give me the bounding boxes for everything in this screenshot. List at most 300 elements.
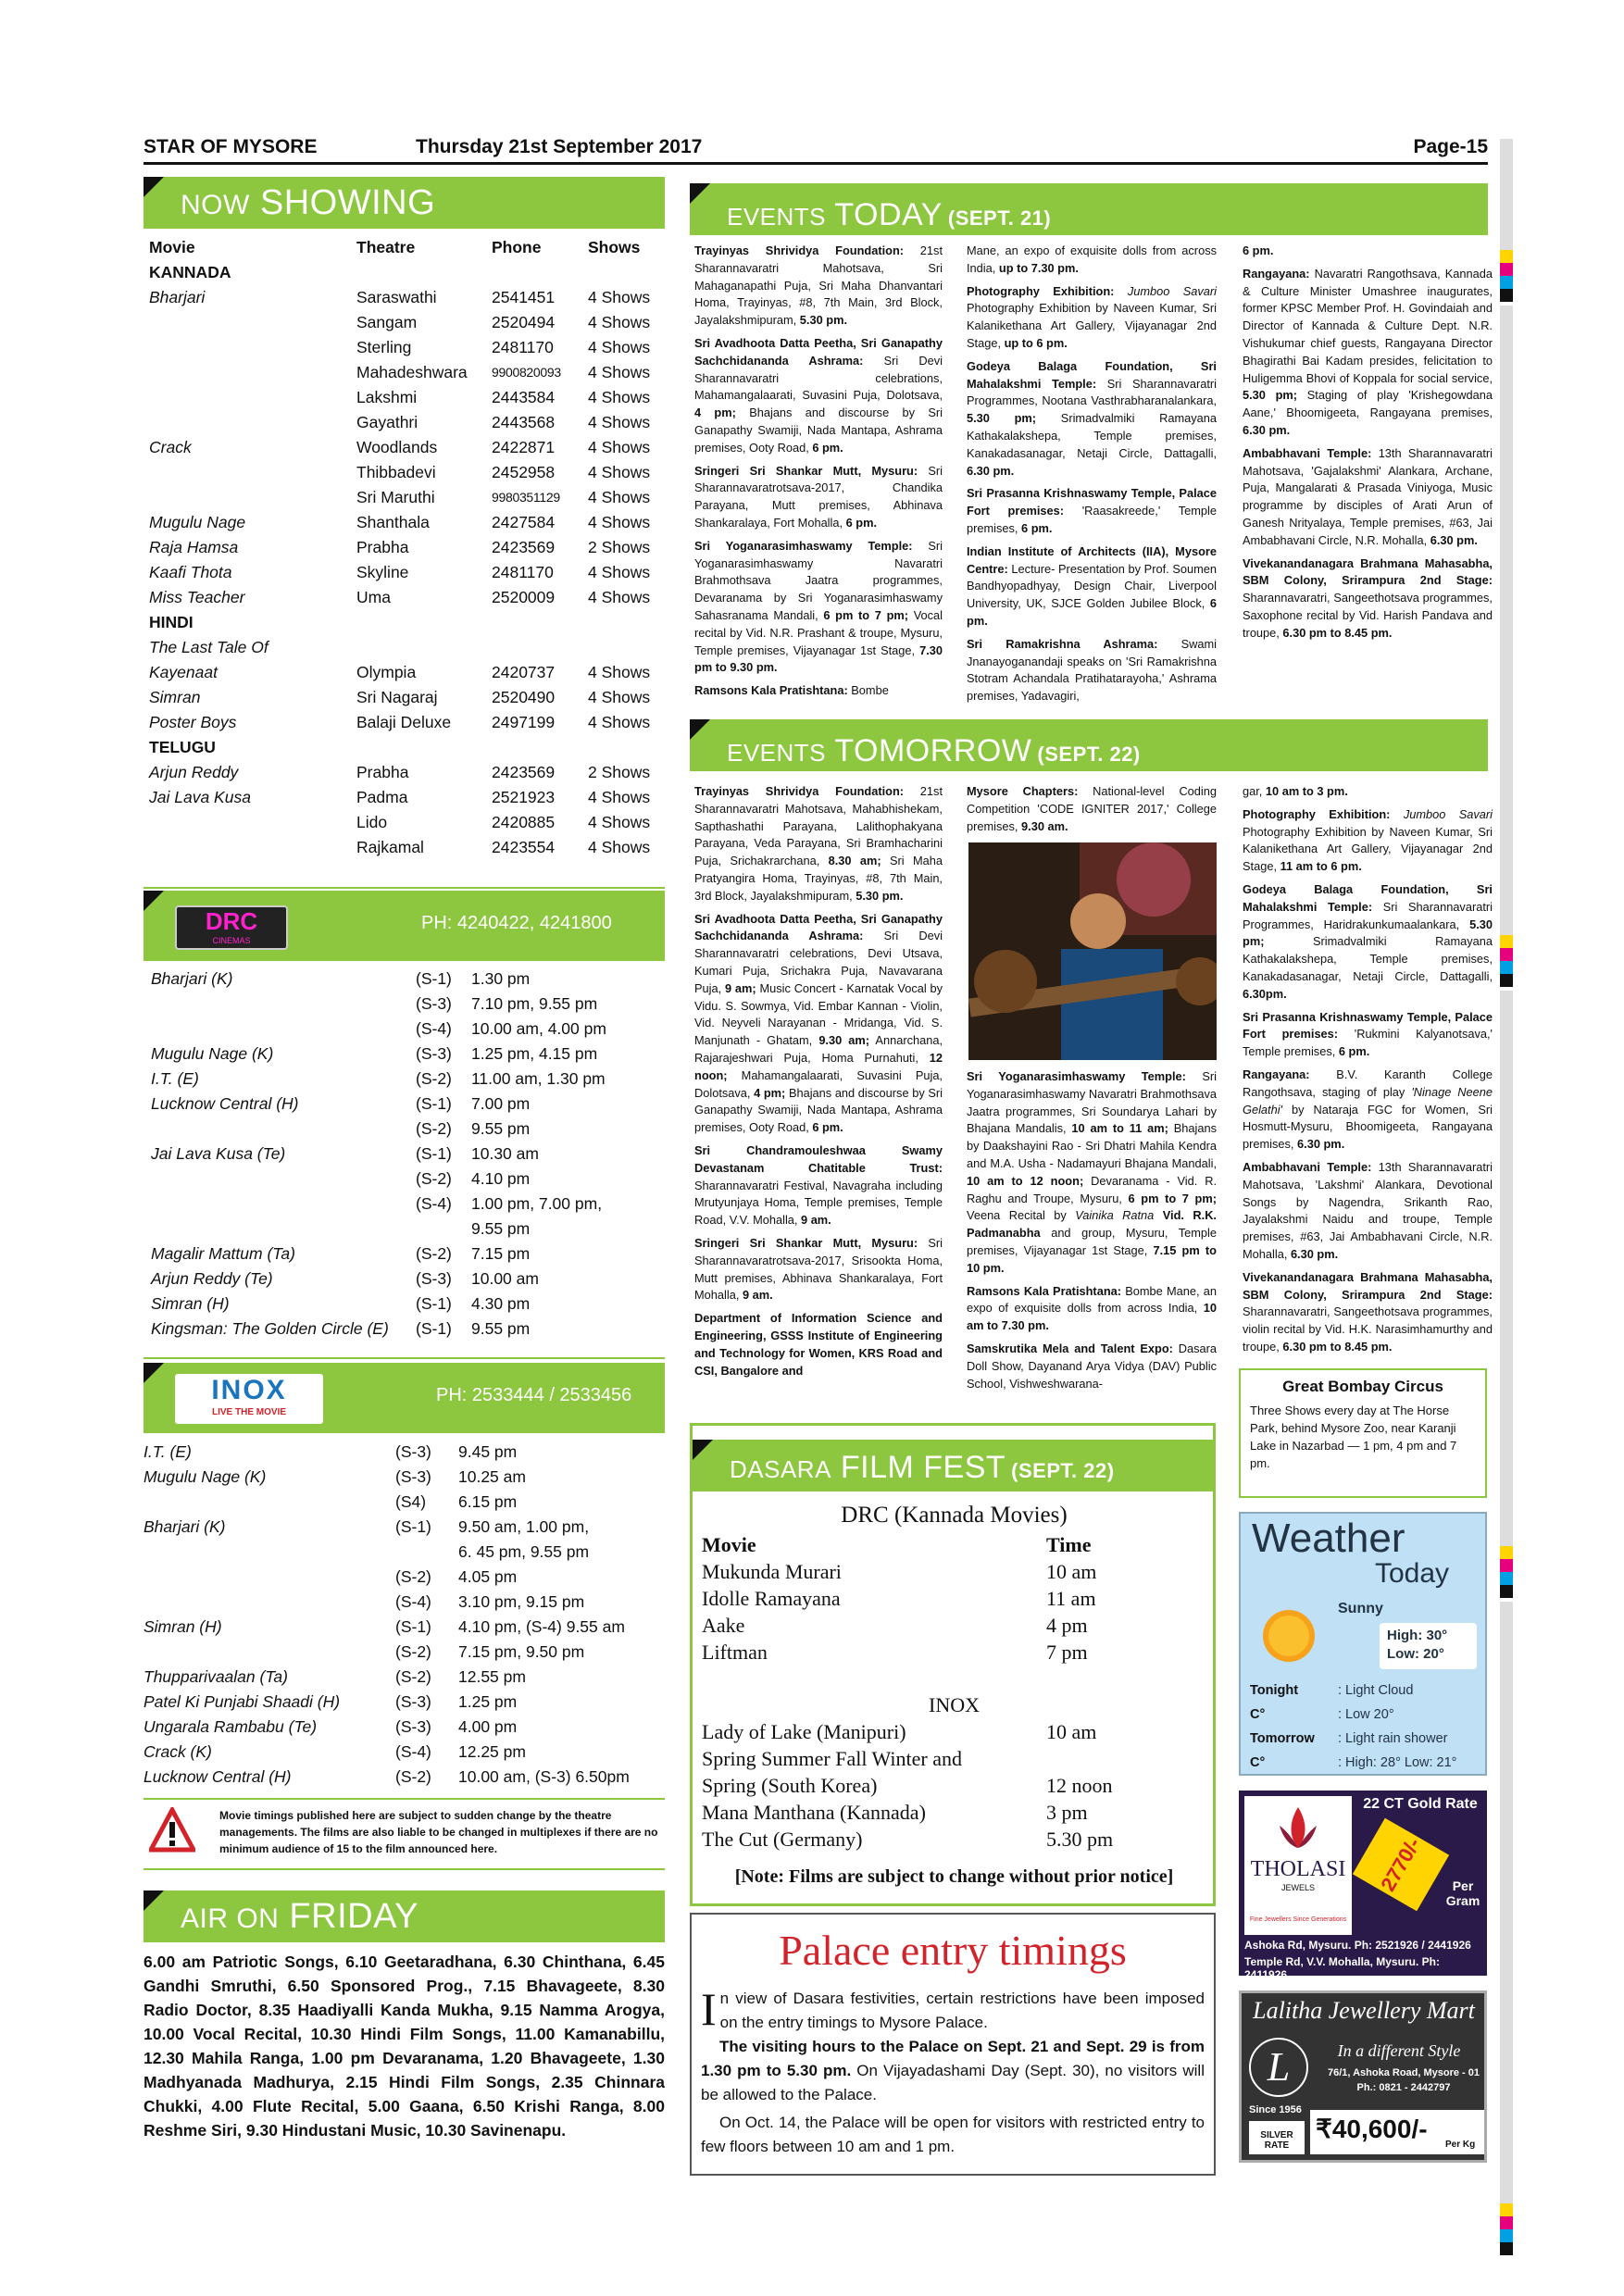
- theatre-name: Shanthala: [356, 513, 430, 531]
- show-times: 9.50 am, 1.00 pm,: [458, 1517, 590, 1536]
- movie-name: Thupparivaalan (Ta): [144, 1667, 288, 1686]
- movie-name: Kingsman: The Golden Circle (E): [151, 1319, 389, 1338]
- movie-name: Simran (H): [144, 1617, 222, 1636]
- lalitha-ad: Lalitha Jewellery Mart In a different Style L 76/1, Ashoka Road, Mysore - 01 Ph.: 0821 - 2442797 Since 1956 SILVER RATE ₹40,600/- Per Kg: [1239, 1990, 1487, 2163]
- movie-name: Simran: [149, 688, 201, 706]
- schedule-row: [151, 1217, 665, 1242]
- show-count: 4 Shows: [588, 588, 651, 606]
- cmyk-marks: [1500, 2203, 1513, 2255]
- event-item: Rangayana: B.V. Karanth College Rangothsava, staging of play 'Ninage Neene Gelathi' by Nataraja FGC for Women, Sri Hosmutt-Mysuru, Bhoomigeeta, Rangayana premises, 6.30 pm.: [1243, 1067, 1493, 1152]
- event-item: Department of Information Science and Engineering, GSSS Institute of Engineering and Technology for Women, KRS Road and CSI, Bangalore and: [694, 1311, 943, 1378]
- film-title: Liftman: [702, 1641, 768, 1664]
- column-header: Time: [1046, 1533, 1092, 1556]
- margin-bar: [1500, 1602, 1513, 2203]
- schedule-row: [144, 1715, 665, 1740]
- drc-schedule: [151, 967, 665, 1346]
- table-row: [149, 560, 668, 585]
- drc-logo: DRC CINEMAS: [175, 905, 288, 950]
- events-tomorrow-col3: [1243, 783, 1493, 1362]
- theatre-name: Balaji Deluxe: [356, 713, 452, 731]
- movie-name: Lucknow Central (H): [144, 1767, 292, 1786]
- event-item: Sringeri Sri Shankar Mutt, Mysuru: Sri Sharannavaratrotsava-2017, Srisookta Homa, Mutt premises, Abhinava Shankaralaya, Fort Mohalla, 9 am.: [694, 1235, 943, 1303]
- screen-number: (S-2): [395, 1642, 431, 1661]
- screen-number: (S-2): [416, 1169, 452, 1188]
- event-item: Rangayana: Navaratri Rangothsava, Kannada & Culture Minister Umashree inaugurates, former KPSC Member Prof. H. Govindaiah and Director of Kannada & Culture Dept. N.R. Vishukumar chief guests, Rangayana Director Bhagirathi Bai Kadam presides, felicitation to Huligemma Bhovi of Koppala for social service, 5.30 pm; Staging of play 'Krishegowdana Aane,' Bhoomigeeta, Rangayana premises, 6.30 pm.: [1243, 266, 1493, 437]
- theatre-phone: 9900820093: [492, 365, 561, 380]
- show-times: 4.10 pm, (S-4) 9.55 am: [458, 1617, 625, 1636]
- schedule-row: [144, 1740, 665, 1765]
- air-schedule: 6.00 am Patriotic Songs, 6.10 Geetaradhana, 6.30 Chinthana, 6.45 Gandhi Smruthi, 6.50 Sponsored Prog., 7.15 Bhavageete, 8.30 Radio Doctor, 8.35 Haadiyalli Kanda Mukha, 9.15 Namma Arogya, 10.00 Vocal Recital, 10.30 Hindi Film Songs, 11.00 Kamanabillu, 12.30 Mahila Ranga, 1.00 pm Devaranama, 1.20 Bhavageete, 1.30 Madhyanada Madhurya, 2.15 Hindi Film Songs, 2.35 Chinnara Chukki, 4.00 Flute Recital, 5.00 Gaana, 6.50 Krishi Ranga, 8.00 Reshme Siri, 9.30 Hindustani Music, 10.30 Savinenapu.: [144, 1953, 665, 2140]
- cmyk-marks: [1500, 250, 1513, 302]
- screen-number: (S-1): [416, 1144, 452, 1163]
- inox-subheading: INOX: [929, 1693, 980, 1716]
- film-title: The Cut (Germany): [702, 1828, 863, 1851]
- show-count: 2 Shows: [588, 538, 651, 556]
- schedule-row: [151, 1192, 665, 1217]
- screen-number: (S-3): [416, 1044, 452, 1063]
- show-times: 7.10 pm, 9.55 pm: [471, 994, 598, 1013]
- veena-recital-photo: [968, 842, 1217, 1060]
- column-header: Movie: [702, 1533, 756, 1556]
- theatre-phone: 2423569: [492, 538, 556, 556]
- theatre-name: Padma: [356, 788, 408, 806]
- show-times: 10.25 am: [458, 1467, 526, 1486]
- warning-icon: [149, 1807, 195, 1853]
- drc-subheading: DRC (Kannada Movies): [841, 1503, 1068, 1528]
- events-today-header: EVENTS TODAY (SEPT. 21): [690, 183, 1488, 235]
- forecast-row: [1250, 1727, 1481, 1751]
- event-item: Godeya Balaga Foundation, Sri Mahalakshmi Temple: Sri Sharannavaratri Programmes, Haridrakunkumaalankara, 5.30 pm; Srimadvalmiki Ramayana Kathakalakshepa, Temple premises, Kanakadasanagar, Netaji Circle, Dattagalli, 6.30pm.: [1243, 881, 1493, 1001]
- screen-number: (S-1): [395, 1617, 431, 1636]
- circus-text: Three Shows every day at The Horse Park, behind Mysore Zoo, near Karanji Lake in Nazarbad — 1 pm, 4 pm and 7 pm.: [1250, 1404, 1457, 1470]
- film-title: Spring (South Korea): [702, 1774, 878, 1797]
- schedule-row: [151, 992, 665, 1017]
- schedule-row: [144, 1615, 665, 1640]
- schedule-row: [144, 1640, 665, 1665]
- sun-icon: [1252, 1599, 1326, 1673]
- film-title: Aake: [702, 1614, 745, 1637]
- gold-rate-price: 2770/-: [1353, 1818, 1449, 1912]
- screen-number: (S-3): [395, 1692, 431, 1711]
- show-count: 4 Shows: [588, 663, 651, 681]
- event-item: Ambabhavani Temple: 13th Sharannavaratri Mahotsava, 'Lakshmi' Alankara, Devotional Songs by Nagendra, Srikanth Rao, Jayalakshmi Naidu and troupe, Temple premises, #63, Jai Ambabhavani Circle, N.R. Mohalla, 6.30 pm.: [1243, 1159, 1493, 1261]
- margin-bar: [1500, 306, 1513, 935]
- movie-name: Arjun Reddy (Te): [151, 1269, 273, 1288]
- screen-number: (S-1): [416, 1094, 452, 1113]
- film-row: [702, 1558, 1206, 1585]
- show-times: 4.00 pm: [458, 1717, 518, 1736]
- movie-name: I.T. (E): [144, 1442, 192, 1461]
- language-label: HINDI: [149, 613, 194, 631]
- now-showing-header: NOW SHOWING: [144, 177, 665, 229]
- show-count: 4 Shows: [588, 438, 651, 456]
- theatre-phone: 2443584: [492, 388, 556, 406]
- screen-number: (S-2): [395, 1567, 431, 1586]
- show-times: 10.00 am: [471, 1269, 539, 1288]
- show-times: 1.25 pm, 4.15 pm: [471, 1044, 598, 1063]
- movie-name: I.T. (E): [151, 1069, 199, 1088]
- table-row: [149, 335, 668, 360]
- film-fest-note: [Note: Films are subject to change without prior notice]: [734, 1866, 1174, 1887]
- show-times: 10.30 am: [471, 1144, 539, 1163]
- lotus-icon: [1274, 1803, 1322, 1852]
- screen-number: (S-3): [416, 994, 452, 1013]
- screen-number: (S-4): [416, 1019, 452, 1038]
- forecast-label: C°: [1250, 1707, 1266, 1722]
- theatre-name: Sangam: [356, 313, 418, 331]
- show-count: 4 Shows: [588, 688, 651, 706]
- schedule-row: [151, 1042, 665, 1067]
- show-times: 9.55 pm: [471, 1319, 531, 1338]
- film-time: 5.30 pm: [1046, 1828, 1114, 1851]
- movie-name: Bharjari (K): [144, 1517, 226, 1536]
- margin-bar: [1500, 139, 1513, 250]
- show-count: 4 Shows: [588, 413, 651, 431]
- forecast-label: Tonight: [1250, 1683, 1299, 1698]
- show-times: 12.55 pm: [458, 1667, 526, 1686]
- schedule-row: [144, 1465, 665, 1490]
- forecast-value: : Light rain shower: [1338, 1731, 1448, 1746]
- language-heading: [149, 610, 668, 635]
- page-number: Page-15: [1413, 136, 1488, 157]
- film-row: [702, 1799, 1206, 1826]
- theatre-name: Skyline: [356, 563, 409, 581]
- theatre-name: Mahadeshwara: [356, 363, 468, 381]
- movie-name: Ungarala Rambabu (Te): [144, 1717, 318, 1736]
- movie-name: Bharjari (K): [151, 969, 233, 988]
- schedule-row: [144, 1690, 665, 1715]
- show-count: 4 Shows: [588, 513, 651, 531]
- inox-header: [144, 1363, 665, 1433]
- schedule-row: [144, 1765, 665, 1790]
- show-times: 4.05 pm: [458, 1567, 518, 1586]
- show-times: 9.55 pm: [471, 1119, 531, 1138]
- event-item: Ambabhavani Temple: 13th Sharannavaratri Mahotsava, 'Gajalakshmi' Alankara, Archane, Puja, Mangalarati & Prasada Viniyoga, Music programme by disciples of Arati Arun of Ganesh Nrityalaya, Temple premises, #63, Jai Ambabhavani Circle, N.R. Mohalla, 6.30 pm.: [1243, 445, 1493, 547]
- event-item: Sri Chandramouleshwaa Swamy Devastanam Chatitable Trust: Sharannavaratri Festival, Navagraha including Mrutyunjaya Homa, Temple premises, Temple Road, V.V. Mohalla, 9 am.: [694, 1142, 943, 1228]
- palace-box: [690, 1913, 1216, 2176]
- lalitha-logo: L: [1249, 2038, 1308, 2097]
- column-header: Movie: [149, 238, 195, 256]
- event-item: gar, 10 am to 3 pm.: [1243, 784, 1348, 798]
- show-times: 3.10 pm, 9.15 pm: [458, 1592, 585, 1611]
- theatre-phone: 9980351129: [492, 490, 560, 505]
- table-row: [149, 760, 668, 785]
- movie-name: Jai Lava Kusa: [149, 788, 251, 806]
- show-times: 9.45 pm: [458, 1442, 518, 1461]
- show-count: 4 Shows: [588, 363, 651, 381]
- movie-name: Poster Boys: [149, 713, 237, 731]
- show-count: 4 Shows: [588, 838, 651, 856]
- table-row: [149, 385, 668, 410]
- margin-bar: [1500, 991, 1513, 1546]
- film-fest-header: DASARA FILM FEST (SEPT. 22): [693, 1440, 1213, 1491]
- movie-name: Kaafi Thota: [149, 563, 232, 581]
- movie-name: Simran (H): [151, 1294, 230, 1313]
- air-header: AIR ON FRIDAY: [144, 1890, 665, 1942]
- schedule-row: [151, 967, 665, 992]
- show-count: 4 Shows: [588, 788, 651, 806]
- theatre-phone: 2520009: [492, 588, 556, 606]
- drc-header: [144, 891, 665, 961]
- weather-forecast: [1250, 1678, 1481, 1775]
- event-item: Sri Prasanna Krishnaswamy Temple, Palace Fort premises: 'Raasakreede,' Temple premises, 6 pm.: [967, 486, 1217, 535]
- table-row: [149, 685, 668, 710]
- theatre-phone: 2497199: [492, 713, 556, 731]
- table-row: [149, 460, 668, 485]
- tholasi-ad: THOLASI JEWELS Fine Jewellers Since Generations 22 CT Gold Rate 2770/- Per Gram Ashoka Rd, Mysuru. Ph: 2521926 / 2441926 Temple Rd, V.V. Mohalla, Mysuru. Ph: 2411926: [1239, 1791, 1487, 1976]
- schedule-row: [151, 1067, 665, 1092]
- schedule-row: [151, 1017, 665, 1042]
- column-header: Theatre: [356, 238, 416, 256]
- weather-widget: Weather Today Sunny High: 30° Low: 20° Tonight : Light Cloud C° : Low 20° Tomorrow : Light rain shower C° : High: 28° Low: 21°: [1239, 1512, 1487, 1776]
- column-header: Shows: [588, 238, 641, 256]
- forecast-row: [1250, 1751, 1481, 1775]
- show-count: 4 Shows: [588, 463, 651, 481]
- forecast-value: : Light Cloud: [1338, 1683, 1414, 1698]
- film-row: [702, 1826, 1206, 1853]
- events-tomorrow-col1: [694, 783, 943, 1385]
- movie-name: Kayenaat: [149, 663, 218, 681]
- event-item: Vivekanandanagara Brahmana Mahasabha, SBM Colony, Srirampura 2nd Stage: Sharannavaratri, Sangeethotsava programmes, violin recital by Vid. H.K. Narasimhamurthy and troupe, 6.30 pm to 8.45 pm.: [1243, 1269, 1493, 1354]
- events-today-col3: [1243, 243, 1493, 648]
- movie-name: Magalir Mattum (Ta): [151, 1244, 295, 1263]
- event-item: 6 pm.: [1243, 243, 1274, 257]
- theatre-name: Lakshmi: [356, 388, 418, 406]
- event-item: Trayinyas Shrividya Foundation: 21st Sharannavaratri Mahotsava, Mahabhishekam, Sapthashathi Parayana, Lalithophakyana Parayana, Veda Parayana, Sri Bramhacharini Puja, Srichakrarchana, 8.30 am; Sri Maha Pratyangira Homa, Trayinyas, #8, 7th Main, 3rd Block, Jayalakshmipuram, 5.30 pm.: [694, 784, 943, 903]
- issue-date: Thursday 21st September 2017: [416, 136, 703, 157]
- inox-phone: PH: 2533444 / 2533456: [436, 1385, 632, 1405]
- show-count: 4 Shows: [588, 813, 651, 831]
- forecast-label: C°: [1250, 1755, 1266, 1770]
- event-item: Indian Institute of Architects (IIA), Mysore Centre: Lecture- Presentation by Prof. Soumen Bandhyopadhyay, Design Chair, Liverpool University, UK, SJCE Golden Jubilee Block, 6 pm.: [967, 543, 1217, 628]
- schedule-row: [151, 1267, 665, 1292]
- table-row: [149, 310, 668, 335]
- screen-number: (S-1): [416, 1294, 452, 1313]
- movie-name: Mugulu Nage: [149, 513, 246, 531]
- cmyk-marks: [1500, 935, 1513, 987]
- disclaimer-text: Movie timings published here are subject to sudden change by the theatre managements. The films are also liable to be changed in multiplexes if there are no minimum audience of 15 to the film announced here.: [219, 1809, 658, 1855]
- language-label: KANNADA: [149, 263, 231, 281]
- theatre-name: Prabha: [356, 538, 409, 556]
- events-today-col1: [694, 243, 943, 705]
- movie-name: Arjun Reddy: [149, 763, 239, 781]
- table-row: [149, 660, 668, 685]
- theatre-name: Lido: [356, 813, 388, 831]
- show-times: 10.00 am, 4.00 pm: [471, 1019, 606, 1038]
- circus-box: [1239, 1368, 1487, 1498]
- table-row: [149, 835, 668, 860]
- theatre-name: Woodlands: [356, 438, 438, 456]
- schedule-row: [151, 1092, 665, 1117]
- movie-name: Bharjari: [149, 288, 206, 306]
- language-label: TELUGU: [149, 738, 216, 756]
- schedule-row: [144, 1540, 665, 1565]
- theatre-name: Prabha: [356, 763, 409, 781]
- event-item: Sri Avadhoota Datta Peetha, Sri Ganapathy Sachchidananda Ashrama: Sri Devi Sharannavaratri celebrations, Mahamangalaarati, Suvasini Puja, Dolotsava, 4 pm; Bhajans and discourse by Sri Ganapathy Swamiji, Nada Mantapa, Ashrama premises, Ooty Road, 6 pm.: [694, 335, 943, 455]
- column-header: Phone: [492, 238, 542, 256]
- schedule-row: [151, 1167, 665, 1192]
- table-row: [149, 510, 668, 535]
- screen-number: (S4): [395, 1492, 427, 1511]
- events-tomorrow-header: EVENTS TOMORROW (SEPT. 22): [690, 719, 1488, 771]
- forecast-row: [1250, 1678, 1481, 1703]
- event-item: Photography Exhibition: Jumboo Savari Photography Exhibition by Naveen Kumar, Sri Kalanikethana Art Gallery, Vijayanagar 2nd Stage, 11 am to 6 pm.: [1243, 806, 1493, 874]
- screen-number: (S-4): [395, 1592, 431, 1611]
- events-tomorrow-col2-bottom: [967, 1068, 1217, 1398]
- schedule-row: [151, 1242, 665, 1267]
- screen-number: (S-1): [395, 1517, 431, 1536]
- theatre-phone: 2420737: [492, 663, 556, 681]
- movie-name: Mugulu Nage (K): [151, 1044, 274, 1063]
- theatre-name: Olympia: [356, 663, 417, 681]
- event-item: Sri Prasanna Krishnaswamy Temple, Palace Fort premises: 'Rukmini Kalyanotsava,' Temple premises, 6 pm.: [1243, 1009, 1493, 1059]
- theatre-phone: 2443568: [492, 413, 556, 431]
- theatre-name: Sri Maruthi: [356, 488, 435, 506]
- theatre-name: Sri Nagaraj: [356, 688, 438, 706]
- film-time: 10 am: [1046, 1560, 1097, 1583]
- show-times: 9.55 pm: [471, 1219, 531, 1238]
- table-row: [149, 785, 668, 810]
- event-item: Vivekanandanagara Brahmana Mahasabha, SBM Colony, Srirampura 2nd Stage: Sharannavaratri, Sangeethotsava programmes, Saxophone recital by Vid. Harish Pandava and troupe, 6.30 pm to 8.45 pm.: [1243, 555, 1493, 640]
- event-item: Samskrutika Mela and Talent Expo: Dasara Doll Show, Dayanand Arya Vidya (DAV) Public School, Vishweshwarana-: [967, 1341, 1217, 1391]
- film-time: 10 am: [1046, 1720, 1097, 1743]
- film-time: 3 pm: [1046, 1801, 1088, 1824]
- event-item: Sri Ramakrishna Ashrama: Swami Jnanayoganandaji speaks on 'Sri Ramakrishna Stotram Achandala Pratihatarayoha,' Ashrama premises, Yadavagiri,: [967, 636, 1217, 704]
- screen-number: (S-2): [395, 1767, 431, 1786]
- show-times: 6.15 pm: [458, 1492, 518, 1511]
- screen-number: (S-4): [395, 1742, 431, 1761]
- screen-number: (S-3): [395, 1467, 431, 1486]
- cmyk-marks: [1500, 1546, 1513, 1598]
- show-count: 4 Shows: [588, 388, 651, 406]
- weather-condition: Sunny: [1338, 1601, 1383, 1616]
- forecast-value: : High: 28° Low: 21°: [1338, 1755, 1457, 1770]
- schedule-row: [144, 1440, 665, 1465]
- event-item: Trayinyas Shrividya Foundation: 21st Sharannavaratri Mahotsava, Sri Mahaganapathi Puja, Sri Maha Dhanvantari Homa, Trayinyas, #8, 7th Main, 3rd Block, Jayalakshmipuram, 5.30 pm.: [694, 243, 943, 328]
- show-times: 7.15 pm, 9.50 pm: [458, 1642, 585, 1661]
- page-header: [144, 135, 1488, 165]
- inox-schedule: [144, 1440, 665, 1791]
- film-row: [702, 1745, 1206, 1772]
- event-item: Photography Exhibition: Jumboo Savari Photography Exhibition by Naveen Kumar, Sri Kalanikethana Art Gallery, Vijayanagar 2nd Stage, up to 6 pm.: [967, 283, 1218, 350]
- forecast-value: : Low 20°: [1338, 1707, 1394, 1722]
- theatre-phone: 2521923: [492, 788, 556, 806]
- screen-number: (S-2): [395, 1667, 431, 1686]
- movie-name: Lucknow Central (H): [151, 1094, 299, 1113]
- theatre-phone: 2520494: [492, 313, 556, 331]
- show-times: 1.30 pm: [471, 969, 531, 988]
- silver-rate-price: ₹40,600/-: [1310, 2110, 1484, 2154]
- movie-name: Mugulu Nage (K): [144, 1467, 267, 1486]
- show-count: 4 Shows: [588, 338, 651, 356]
- forecast-label: Tomorrow: [1250, 1731, 1315, 1746]
- show-count: 4 Shows: [588, 288, 651, 306]
- theatre-name: Gayathri: [356, 413, 418, 431]
- show-times: 11.00 am, 1.30 pm: [471, 1069, 606, 1088]
- movie-name: The Last Tale Of: [149, 638, 269, 656]
- theatre-phone: 2423554: [492, 838, 556, 856]
- show-count: 4 Shows: [588, 488, 651, 506]
- table-row: [149, 285, 668, 310]
- theatre-phone: 2420885: [492, 813, 556, 831]
- movie-name: Patel Ki Punjabi Shaadi (H): [144, 1692, 341, 1711]
- screen-number: (S-3): [416, 1269, 452, 1288]
- event-item: Sri Yoganarasimhaswamy Temple: Sri Yoganarasimhaswamy Navaratri Brahmothsava Jaatra programmes, Sri Soundarya Lahari by Bhajana Mandalis, 10 am to 11 am; Bhajans by Daakshayini Rao - Sri Dhatri Mahila Kendra and M.A. Usha - Nadamayuri Bhajana Mandali, 10 am to 12 noon; Devaranama - Vid. R. Raghu and Troupe, Mysuru, 6 pm to 7 pm; Veena Recital by Vainika Ratna Vid. R.K. Padmanabha and group, Mysuru, Temple premises, Vijayanagar 1st Stage, 7.15 pm to 10 pm.: [967, 1069, 1217, 1275]
- theatre-name: Uma: [356, 588, 391, 606]
- event-item: Ramsons Kala Pratishtana: Bombe: [694, 683, 889, 698]
- show-times: 4.10 pm: [471, 1169, 531, 1188]
- show-count: 4 Shows: [588, 563, 651, 581]
- show-times: 10.00 am, (S-3) 6.50pm: [458, 1767, 630, 1786]
- screen-number: (S-2): [416, 1069, 452, 1088]
- film-time: 12 noon: [1046, 1774, 1113, 1797]
- screen-number: (S-3): [395, 1442, 431, 1461]
- show-count: 4 Shows: [588, 313, 651, 331]
- events-tomorrow-col2-top: [967, 783, 1217, 841]
- screen-number: (S-1): [416, 969, 452, 988]
- language-heading: [149, 260, 668, 285]
- screen-number: (S-1): [416, 1319, 452, 1338]
- film-title: Mukunda Murari: [702, 1560, 842, 1583]
- movie-name: Jai Lava Kusa (Te): [151, 1144, 286, 1163]
- table-row: [149, 710, 668, 735]
- show-times: 4.30 pm: [471, 1294, 531, 1313]
- language-heading: [149, 735, 668, 760]
- film-time: 4 pm: [1046, 1614, 1088, 1637]
- paper-name: STAR OF MYSORE: [144, 136, 318, 157]
- film-title: Mana Manthana (Kannada): [702, 1801, 926, 1824]
- table-row: [149, 810, 668, 835]
- screen-number: (S-2): [416, 1244, 452, 1263]
- events-today-col2: [967, 243, 1217, 711]
- film-time: 11 am: [1046, 1587, 1096, 1610]
- disclaimer-box: [144, 1805, 665, 1861]
- film-row: [702, 1612, 1206, 1639]
- movie-name: Miss Teacher: [149, 588, 245, 606]
- palace-text: In view of Dasara festivities, certain restrictions have been imposed on the entry timings to Mysore Palace. The visiting hours to the Palace on Sept. 21 and Sept. 29 is from 1.30 pm to 5.30 pm. On Vijayadashami Day (Sept. 30), no visitors will be allowed to the Palace. On Oct. 14, the Palace will be open for visitors with restricted entry to few floors between 10 am and 1 pm.: [701, 1983, 1205, 2155]
- schedule-row: [151, 1142, 665, 1167]
- schedule-row: [144, 1565, 665, 1590]
- film-row: [702, 1772, 1206, 1799]
- table-row: [149, 435, 668, 460]
- event-item: Sri Yoganarasimhaswamy Temple: Sri Yoganarasimhaswamy Navaratri Brahmothsava Jaatra programmes, Devaranama by Sri Yoganarasimhaswamy Sahasranama Mandali, 6 pm to 7 pm; Vocal recital by Vid. N.R. Prashant & troupe, Mysuru, Temple premises, Vijayanagar 1st Stage, 7.30 pm to 9.30 pm.: [694, 538, 943, 675]
- schedule-row: [144, 1515, 665, 1540]
- table-header: [149, 235, 668, 260]
- weather-temps: High: 30° Low: 20°: [1380, 1623, 1477, 1669]
- schedule-row: [144, 1590, 665, 1615]
- show-times: 1.00 pm, 7.00 pm,: [471, 1194, 603, 1213]
- show-count: 4 Shows: [588, 713, 651, 731]
- palace-title: Palace entry timings: [779, 1927, 1127, 1974]
- schedule-row: [144, 1490, 665, 1515]
- movie-name: Crack: [149, 438, 192, 456]
- table-row: [149, 585, 668, 610]
- show-times: 7.15 pm: [471, 1244, 531, 1263]
- table-row: [149, 410, 668, 435]
- theatre-name: Rajkamal: [356, 838, 424, 856]
- theatre-phone: 2481170: [492, 563, 554, 581]
- forecast-row: [1250, 1703, 1481, 1727]
- show-count: 2 Shows: [588, 763, 651, 781]
- theatre-name: Saraswathi: [356, 288, 437, 306]
- film-fest-col-headers: [702, 1531, 1206, 1558]
- screen-number: (S-3): [395, 1717, 431, 1736]
- table-row: [149, 360, 668, 385]
- theatre-name: Sterling: [356, 338, 412, 356]
- theatre-name: Thibbadevi: [356, 463, 436, 481]
- film-fest-table: [702, 1502, 1206, 1900]
- theatre-phone: 2541451: [492, 288, 556, 306]
